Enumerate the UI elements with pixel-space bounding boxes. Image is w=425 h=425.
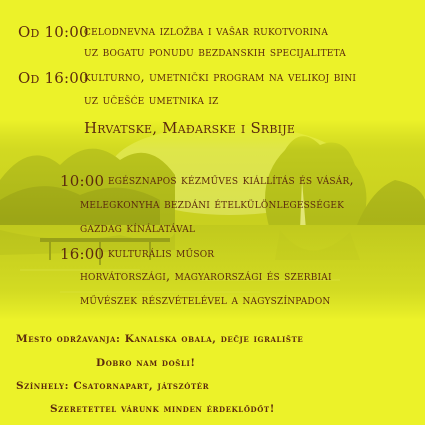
sr-line-1: celodnevna izložba i vašar rukotvorina [84, 24, 329, 39]
hu-time-1: 10:00 [60, 172, 105, 190]
sr-time-2: Od 16:00 [18, 69, 89, 87]
hu-line-1: egésznapos kézműves kiállítás és vásár, [108, 173, 354, 188]
welcome-hungarian: Szeretettel várunk minden érdeklődőt! [50, 403, 275, 415]
lake-scene-image [0, 120, 425, 320]
hu-time-2: 16:00 [60, 245, 105, 263]
sr-time-1: Od 10:00 [18, 23, 89, 41]
sr-line-2: uz bogatu ponudu bezdanskih specijaliteta [84, 45, 346, 60]
hu-line-2: melegkonyha bezdáni ételkülönlegességek [80, 197, 345, 212]
venue-hungarian: Színhely: Csatornapart, játszótér [16, 380, 210, 392]
sr-line-4: uz učešće umetnika iz [84, 93, 219, 108]
hu-line-6: művészek részvételével a nagyszínpadon [80, 293, 331, 308]
venue-serbian: Mesto održavanja: Kanalska obala, dečje igralište [16, 333, 304, 345]
sr-line-3: kulturno, umetnički program na velikoj bini [84, 70, 357, 85]
welcome-serbian: Dobro nam došli! [96, 357, 196, 369]
sr-line-5: Hrvatske, Mađarske i Srbije [84, 119, 296, 137]
hu-line-4: kulturális műsor [108, 246, 215, 261]
hu-line-3: gazdag kínálatával [80, 221, 196, 236]
hu-line-5: horvátországi, magyarországi és szerbiai [80, 269, 332, 284]
landscape-photo [0, 120, 425, 320]
